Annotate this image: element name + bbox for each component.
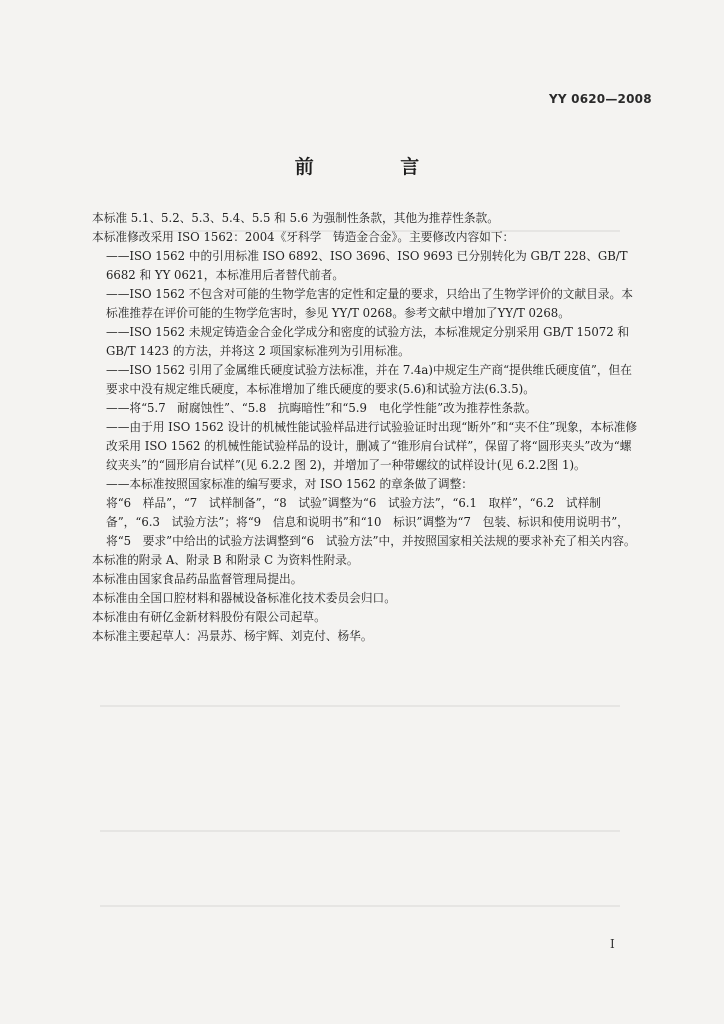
foreword-body [92,209,640,646]
page-number: I [610,937,615,951]
list-item-recommended-clauses: ——将“5.7 耐腐蚀性”、“5.8 抗晦暗性”和“5.9 电化学性能”改为推荐性条款。 [106,401,537,415]
paragraph-annexes: 本标准的附录 A、附录 B 和附录 C 为资料性附录。 [92,553,359,567]
paragraph-drafted-by: 本标准由有研亿金新材料股份有限公司起草。 [92,610,326,624]
list-item-test-methods: ——ISO 1562 未规定铸造金合金化学成分和密度的试验方法，本标准规定分别采用 GB/T 15072 和 GB/T 1423 的方法，并将这 2 项国家标准列为引用标准。 [106,325,630,358]
bleed-through-line [100,705,620,707]
paragraph-proposed-by: 本标准由国家食品药品监督管理局提出。 [92,572,303,586]
list-item-clause-adjustment: ——本标准按照国家标准的编写要求，对 ISO 1562 的章条做了调整： [106,477,473,491]
standard-code: YY 0620—2008 [549,92,652,106]
paragraph-adoption: 本标准修改采用 ISO 1562：2004《牙科学 铸造金合金》。主要修改内容如下： [92,230,515,244]
paragraph-mandatory-clauses: 本标准 5.1、5.2、5.3、5.4、5.5 和 5.6 为强制性条款，其他为推荐性条款。 [92,211,499,225]
list-item-vickers-hardness: ——ISO 1562 引用了金属维氏硬度试验方法标准，并在 7.4a)中规定生产商“提供维氏硬度值”，但在要求中没有规定维氏硬度，本标准增加了维氏硬度的要求(5.6)和试验方法(6.3.5)。 [106,363,632,396]
bleed-through-line [100,830,620,832]
list-item-specimen-design: ——由于用 ISO 1562 设计的机械性能试验样品进行试验验证时出现“断外”和“夹不住”现象，本标准修改采用 ISO 1562 的机械性能试验样品的设计，删减了“锥形肩台试样”，保留了将“圆形夹头”改为“螺纹夹头”的“圆形肩台试样”(见 6.2.2 图 2)，并增加了一种带螺纹的试样设计(见 6.2.2图 1)。 [106,420,638,472]
list-item-clause-adjustment-detail: 将“6 样品”，“7 试样制备”，“8 试验”调整为“6 试验方法”，“6.1 取样”，“6.2 试样制备”，“6.3 试验方法”；将“9 信息和说明书”和“10 标识”调整为“7 包装、标识和使用说明书”，将“5 要求”中给出的试验方法调整到“6 试验方法”中，并按照国家相关法规的要求补充了相关内容。 [106,496,636,548]
paragraph-drafters: 本标准主要起草人：冯景苏、杨宇辉、刘克付、杨华。 [92,629,373,643]
bleed-through-line [100,905,620,907]
paragraph-centralized-by: 本标准由全国口腔材料和器械设备标准化技术委员会归口。 [92,591,396,605]
list-item-biological-hazard: ——ISO 1562 不包含对可能的生物学危害的定性和定量的要求，只给出了生物学评价的文献目录。本标准推荐在评价可能的生物学危害时，参见 YY/T 0268。参考文献中增加了YY/T 0268。 [106,287,633,320]
page-title: 前 言 [294,156,460,178]
list-item-normative-references: ——ISO 1562 中的引用标准 ISO 6892、ISO 3696、ISO 9693 已分别转化为 GB/T 228、GB/T 6682 和 YY 0621，本标准用后者替代前者。 [106,249,628,282]
